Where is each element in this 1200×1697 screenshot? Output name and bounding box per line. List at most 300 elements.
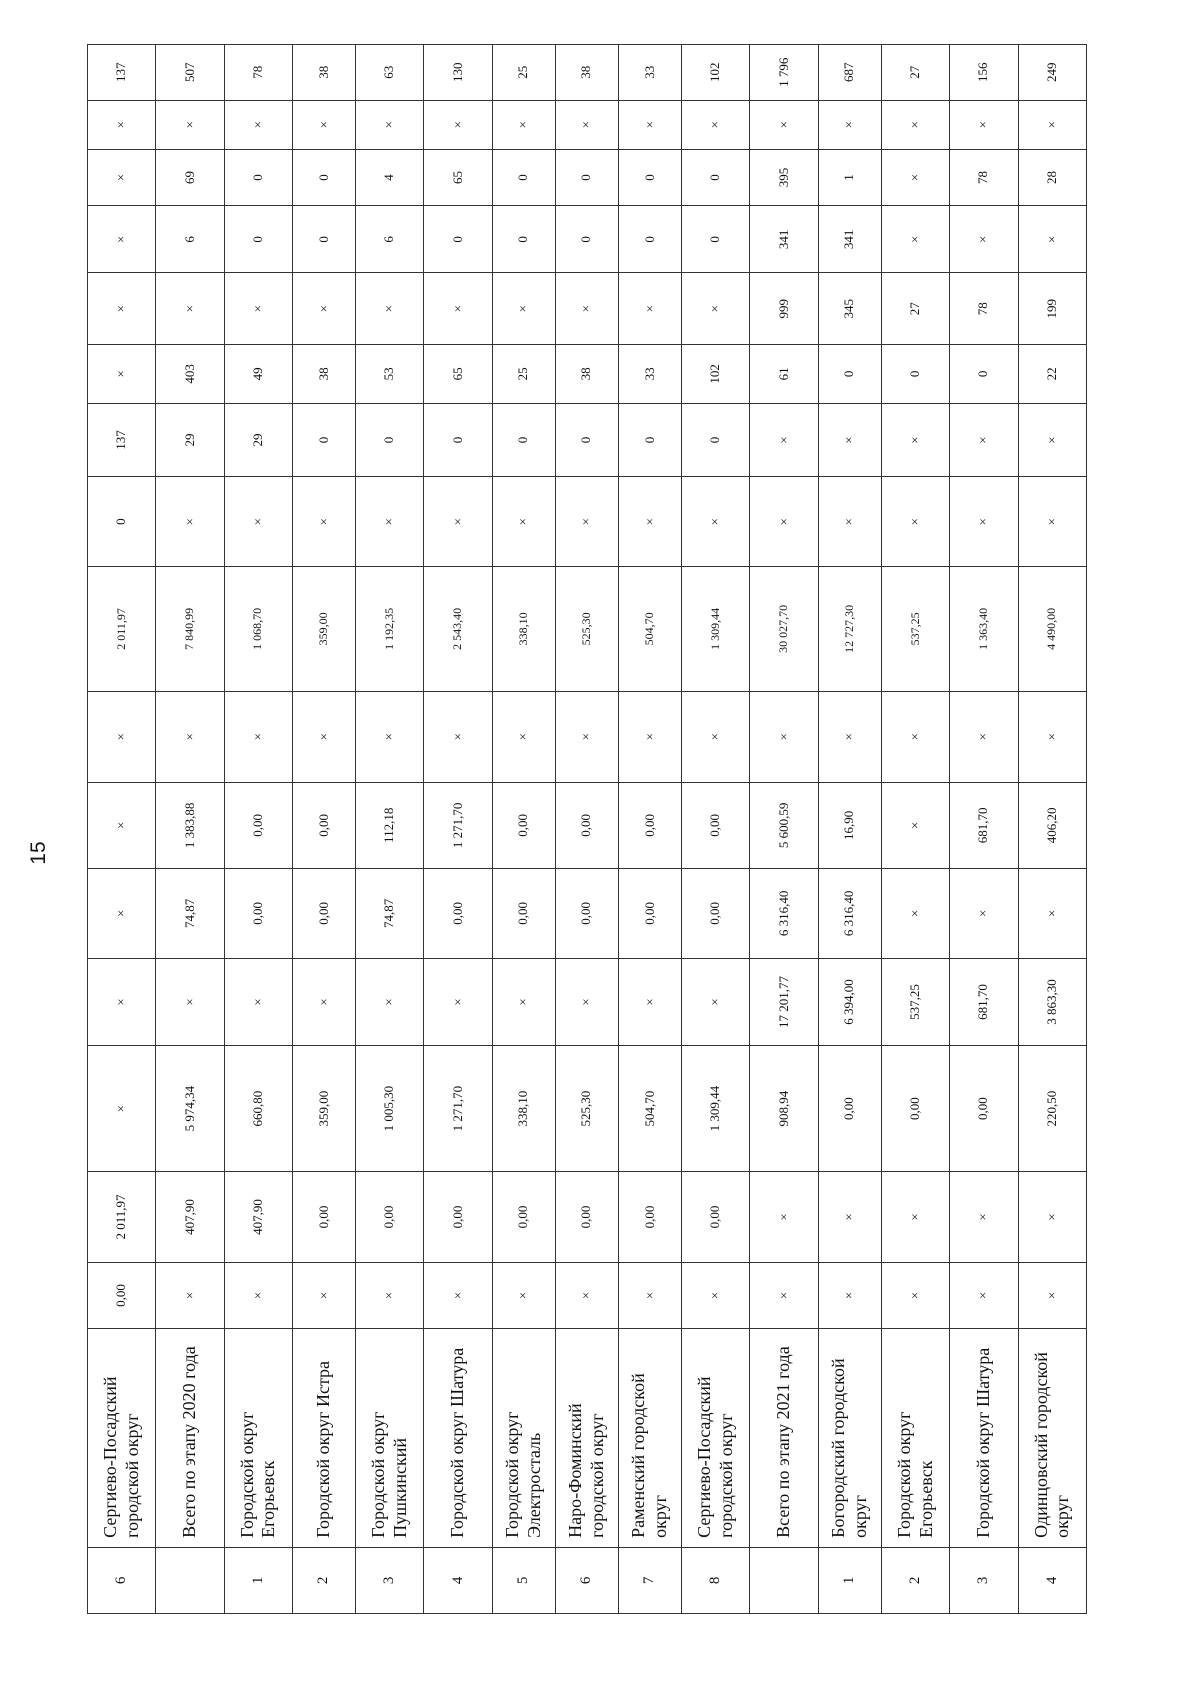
district-name: Всего по этапу 2021 года [773,1346,794,1538]
table-row [293,45,356,1614]
value-cell: 27 [881,273,949,345]
value-cell: 1 383,88 [156,782,224,868]
district-name: Городской округ Истра [313,1360,334,1538]
value-cell: 1 271,70 [424,1046,492,1172]
table-row [619,45,682,1614]
value-cell: 0 [619,149,682,206]
district-name-cell [224,1329,292,1548]
value-cell: × [88,100,156,149]
value-cell: × [555,1262,618,1328]
table-row [555,45,618,1614]
value-cell: 0,00 [619,1172,682,1263]
value-cell: 0,00 [424,1172,492,1263]
value-cell: 0,00 [555,869,618,959]
value-cell: × [156,273,224,345]
table-body [88,45,1087,1614]
value-cell: × [88,958,156,1046]
district-name: Сергиево-Посадский городской округ [100,1376,142,1538]
value-cell: 1 309,44 [682,1046,750,1172]
value-cell: × [88,869,156,959]
value-cell: × [88,782,156,868]
district-name-cell [619,1329,682,1548]
table-row [424,45,492,1614]
value-cell: 25 [492,344,555,403]
value-cell: 0 [555,206,618,273]
value-cell: 338,10 [492,1046,555,1172]
value-cell: 2 011,97 [88,566,156,691]
row-number-cell: 6 [88,1547,156,1613]
value-cell: 0,00 [619,869,682,959]
value-cell: 359,00 [293,1046,356,1172]
value-cell: 504,70 [619,566,682,691]
district-name-cell [750,1329,818,1548]
value-cell: 341 [750,206,818,273]
value-cell: 0,00 [555,1172,618,1263]
value-cell: 112,18 [356,782,424,868]
value-cell: 0,00 [492,869,555,959]
value-cell: × [950,1262,1018,1328]
value-cell: × [356,100,424,149]
value-cell: 2 543,40 [424,566,492,691]
value-cell: 7 840,99 [156,566,224,691]
value-cell: × [1018,1172,1086,1263]
district-name: Городской округ Пушкинский [368,1411,410,1538]
value-cell: × [1018,1262,1086,1328]
value-cell: 537,25 [881,958,949,1046]
value-cell: × [424,100,492,149]
value-cell: 12 727,30 [818,566,881,691]
value-cell: 0 [682,206,750,273]
value-cell: 507 [156,45,224,101]
value-cell: 0,00 [88,1262,156,1328]
value-cell: 0,00 [424,869,492,959]
value-cell: 341 [818,206,881,273]
value-cell: × [293,691,356,782]
district-name-cell [156,1329,224,1548]
value-cell: × [492,1262,555,1328]
value-cell: 29 [224,403,292,477]
value-cell: × [818,403,881,477]
value-cell: × [1018,100,1086,149]
value-cell: 0,00 [881,1046,949,1172]
value-cell: × [950,206,1018,273]
district-name: Городской округ Шатура [973,1347,994,1538]
district-name: Городской округ Электросталь [502,1411,544,1538]
value-cell: 537,25 [881,566,949,691]
value-cell: 16,90 [818,782,881,868]
value-cell: 0,00 [224,782,292,868]
value-cell: 102 [682,344,750,403]
value-cell: × [750,477,818,567]
row-number-cell: 3 [950,1547,1018,1613]
value-cell: 0,00 [818,1046,881,1172]
value-cell: 74,87 [156,869,224,959]
value-cell: × [424,477,492,567]
value-cell: 78 [224,45,292,101]
value-cell: 6 394,00 [818,958,881,1046]
district-name-cell [293,1329,356,1548]
value-cell: × [881,403,949,477]
value-cell: × [619,691,682,782]
page-number: 15 [27,841,50,865]
value-cell: × [224,691,292,782]
value-cell: × [682,477,750,567]
value-cell: 0 [224,206,292,273]
value-cell: 0 [356,403,424,477]
district-name-cell [356,1329,424,1548]
value-cell: 6 316,40 [818,869,881,959]
value-cell: × [881,206,949,273]
value-cell: × [881,1262,949,1328]
value-cell: 0 [555,403,618,477]
value-cell: 0 [555,149,618,206]
value-cell: 17 201,77 [750,958,818,1046]
value-cell: × [156,1262,224,1328]
value-cell: 38 [293,45,356,101]
value-cell: × [293,100,356,149]
value-cell: 0 [293,206,356,273]
value-cell: × [881,149,949,206]
value-cell: × [88,206,156,273]
value-cell: × [424,958,492,1046]
district-name: Сергиево-Посадский городской округ [694,1376,736,1538]
value-cell: 403 [156,344,224,403]
value-cell: 27 [881,45,949,101]
value-cell: 2 011,97 [88,1172,156,1263]
value-cell: × [750,1172,818,1263]
value-cell: 53 [356,344,424,403]
table-container [87,44,1087,1614]
value-cell: 0 [682,403,750,477]
value-cell: 407,90 [156,1172,224,1263]
value-cell: 1 363,40 [950,566,1018,691]
row-number-cell: 1 [224,1547,292,1613]
row-number-cell: 7 [619,1547,682,1613]
row-number-cell: 4 [424,1547,492,1613]
value-cell: 1 192,35 [356,566,424,691]
value-cell: 0 [88,477,156,567]
value-cell: 0 [950,344,1018,403]
row-number-cell: 2 [881,1547,949,1613]
district-name-cell [555,1329,618,1548]
value-cell: 395 [750,149,818,206]
value-cell: × [88,273,156,345]
value-cell: 525,30 [555,566,618,691]
value-cell: 0,00 [356,1172,424,1263]
value-cell: 681,70 [950,958,1018,1046]
value-cell: 0,00 [492,782,555,868]
value-cell: 0,00 [293,782,356,868]
value-cell: × [356,477,424,567]
value-cell: 0 [818,344,881,403]
value-cell: 1 068,70 [224,566,292,691]
value-cell: × [950,869,1018,959]
value-cell: × [156,100,224,149]
value-cell: 65 [424,344,492,403]
value-cell: 359,00 [293,566,356,691]
district-name-cell [881,1329,949,1548]
value-cell: 0 [424,206,492,273]
value-cell: 5 600,59 [750,782,818,868]
value-cell: × [818,100,881,149]
value-cell: 69 [156,149,224,206]
table-row [881,45,949,1614]
value-cell: 0,00 [293,869,356,959]
table-row [950,45,1018,1614]
value-cell: × [293,273,356,345]
value-cell: × [881,691,949,782]
value-cell: × [881,477,949,567]
value-cell: × [555,273,618,345]
district-name: Наро-Фоминский городской округ [565,1403,607,1538]
row-number-cell [156,1547,224,1613]
value-cell: × [950,403,1018,477]
value-cell: × [224,100,292,149]
value-cell: 525,30 [555,1046,618,1172]
district-name-cell [1018,1329,1086,1548]
value-cell: × [88,344,156,403]
row-number-cell: 4 [1018,1547,1086,1613]
value-cell: 61 [750,344,818,403]
value-cell: 6 316,40 [750,869,818,959]
value-cell: × [555,477,618,567]
table-row [682,45,750,1614]
value-cell: 0 [224,149,292,206]
value-cell: 660,80 [224,1046,292,1172]
district-name-cell [818,1329,881,1548]
table-row [492,45,555,1614]
value-cell: 156 [950,45,1018,101]
value-cell: 406,20 [1018,782,1086,868]
value-cell: 199 [1018,273,1086,345]
table-row [1018,45,1086,1614]
value-cell: × [881,1172,949,1263]
value-cell: × [224,958,292,1046]
value-cell: 1 271,70 [424,782,492,868]
value-cell: 0 [682,149,750,206]
value-cell: 345 [818,273,881,345]
value-cell: 4 [356,149,424,206]
district-name: Всего по этапу 2020 года [179,1346,200,1538]
value-cell: × [424,691,492,782]
value-cell: 908,94 [750,1046,818,1172]
value-cell: 681,70 [950,782,1018,868]
value-cell: × [750,1262,818,1328]
value-cell: × [88,149,156,206]
value-cell: × [1018,477,1086,567]
data-table [87,44,1087,1614]
table-row [88,45,156,1614]
table-row [818,45,881,1614]
value-cell: 0 [293,403,356,477]
value-cell: × [881,869,949,959]
value-cell: × [88,1046,156,1172]
value-cell: × [156,691,224,782]
value-cell: × [750,100,818,149]
value-cell: × [492,477,555,567]
value-cell: × [293,958,356,1046]
value-cell: × [424,1262,492,1328]
value-cell: 0,00 [492,1172,555,1263]
value-cell: × [818,477,881,567]
row-number-cell: 1 [818,1547,881,1613]
district-name: Богородский городской округ [828,1358,870,1538]
value-cell: × [682,1262,750,1328]
value-cell: × [356,273,424,345]
value-cell: 249 [1018,45,1086,101]
value-cell: 22 [1018,344,1086,403]
value-cell: × [492,691,555,782]
table-row [750,45,818,1614]
value-cell: × [156,477,224,567]
value-cell: 130 [424,45,492,101]
row-number-cell [750,1547,818,1613]
district-name-cell [424,1329,492,1548]
value-cell: 137 [88,403,156,477]
value-cell: 0,00 [682,1172,750,1263]
row-number-cell: 3 [356,1547,424,1613]
value-cell: 504,70 [619,1046,682,1172]
value-cell: 28 [1018,149,1086,206]
value-cell: 33 [619,344,682,403]
value-cell: 0,00 [555,782,618,868]
value-cell: × [356,958,424,1046]
value-cell: 1 [818,149,881,206]
value-cell: × [619,273,682,345]
value-cell: × [224,1262,292,1328]
value-cell: × [682,273,750,345]
value-cell: 78 [950,149,1018,206]
value-cell: 33 [619,45,682,101]
district-name: Одинцовский городской округ [1030,1352,1073,1538]
value-cell: 0,00 [682,782,750,868]
district-name: Городской округ Егорьевск [893,1411,936,1538]
value-cell: 0,00 [950,1046,1018,1172]
value-cell: 137 [88,45,156,101]
value-cell: 1 005,30 [356,1046,424,1172]
value-cell: 1 796 [750,45,818,101]
value-cell: × [1018,691,1086,782]
table-row [356,45,424,1614]
district-name: Городской округ Шатура [447,1347,468,1538]
value-cell: 0 [492,206,555,273]
value-cell: × [750,403,818,477]
value-cell: 3 863,30 [1018,958,1086,1046]
value-cell: × [224,273,292,345]
value-cell: × [1018,206,1086,273]
value-cell: × [88,691,156,782]
value-cell: × [293,1262,356,1328]
value-cell: × [424,273,492,345]
value-cell: 338,10 [492,566,555,691]
value-cell: 1 309,44 [682,566,750,691]
value-cell: × [293,477,356,567]
value-cell: × [881,782,949,868]
district-name-cell [492,1329,555,1548]
value-cell: 0 [619,206,682,273]
value-cell: × [682,958,750,1046]
value-cell: × [492,273,555,345]
value-cell: × [224,477,292,567]
value-cell: × [818,1172,881,1263]
value-cell: × [356,1262,424,1328]
value-cell: × [492,958,555,1046]
value-cell: 407,90 [224,1172,292,1263]
value-cell: 65 [424,149,492,206]
value-cell: 25 [492,45,555,101]
district-name-cell [682,1329,750,1548]
value-cell: × [492,100,555,149]
value-cell: 6 [156,206,224,273]
value-cell: × [619,958,682,1046]
value-cell: 78 [950,273,1018,345]
value-cell: 5 974,34 [156,1046,224,1172]
value-cell: 29 [156,403,224,477]
table-row [156,45,224,1614]
value-cell: 74,87 [356,869,424,959]
value-cell: × [1018,869,1086,959]
value-cell: 0,00 [619,782,682,868]
value-cell: × [818,691,881,782]
value-cell: 0,00 [224,869,292,959]
value-cell: 687 [818,45,881,101]
value-cell: 0 [619,403,682,477]
value-cell: 38 [555,45,618,101]
district-name-cell [950,1329,1018,1548]
value-cell: × [950,477,1018,567]
value-cell: × [356,691,424,782]
value-cell: 38 [293,344,356,403]
value-cell: × [555,958,618,1046]
value-cell: 49 [224,344,292,403]
value-cell: × [555,691,618,782]
value-cell: 30 027,70 [750,566,818,691]
value-cell: × [619,1262,682,1328]
value-cell: 0,00 [682,869,750,959]
value-cell: × [950,1172,1018,1263]
row-number-cell: 5 [492,1547,555,1613]
value-cell: 0 [492,149,555,206]
district-name: Городской округ Егорьевск [236,1411,279,1538]
value-cell: × [818,1262,881,1328]
value-cell: 0 [424,403,492,477]
value-cell: × [619,477,682,567]
value-cell: 102 [682,45,750,101]
value-cell: × [156,958,224,1046]
district-name-cell [88,1329,156,1548]
value-cell: × [881,100,949,149]
value-cell: 220,50 [1018,1046,1086,1172]
value-cell: 63 [356,45,424,101]
value-cell: 999 [750,273,818,345]
value-cell: × [950,691,1018,782]
value-cell: × [750,691,818,782]
value-cell: 0 [881,344,949,403]
value-cell: 4 490,00 [1018,566,1086,691]
value-cell: 38 [555,344,618,403]
row-number-cell: 8 [682,1547,750,1613]
value-cell: 0,00 [293,1172,356,1263]
table-row [224,45,292,1614]
value-cell: × [682,100,750,149]
district-name: Раменский городской округ [628,1373,671,1538]
value-cell: × [950,100,1018,149]
value-cell: × [1018,403,1086,477]
value-cell: 0 [492,403,555,477]
value-cell: 0 [293,149,356,206]
value-cell: 6 [356,206,424,273]
value-cell: × [619,100,682,149]
